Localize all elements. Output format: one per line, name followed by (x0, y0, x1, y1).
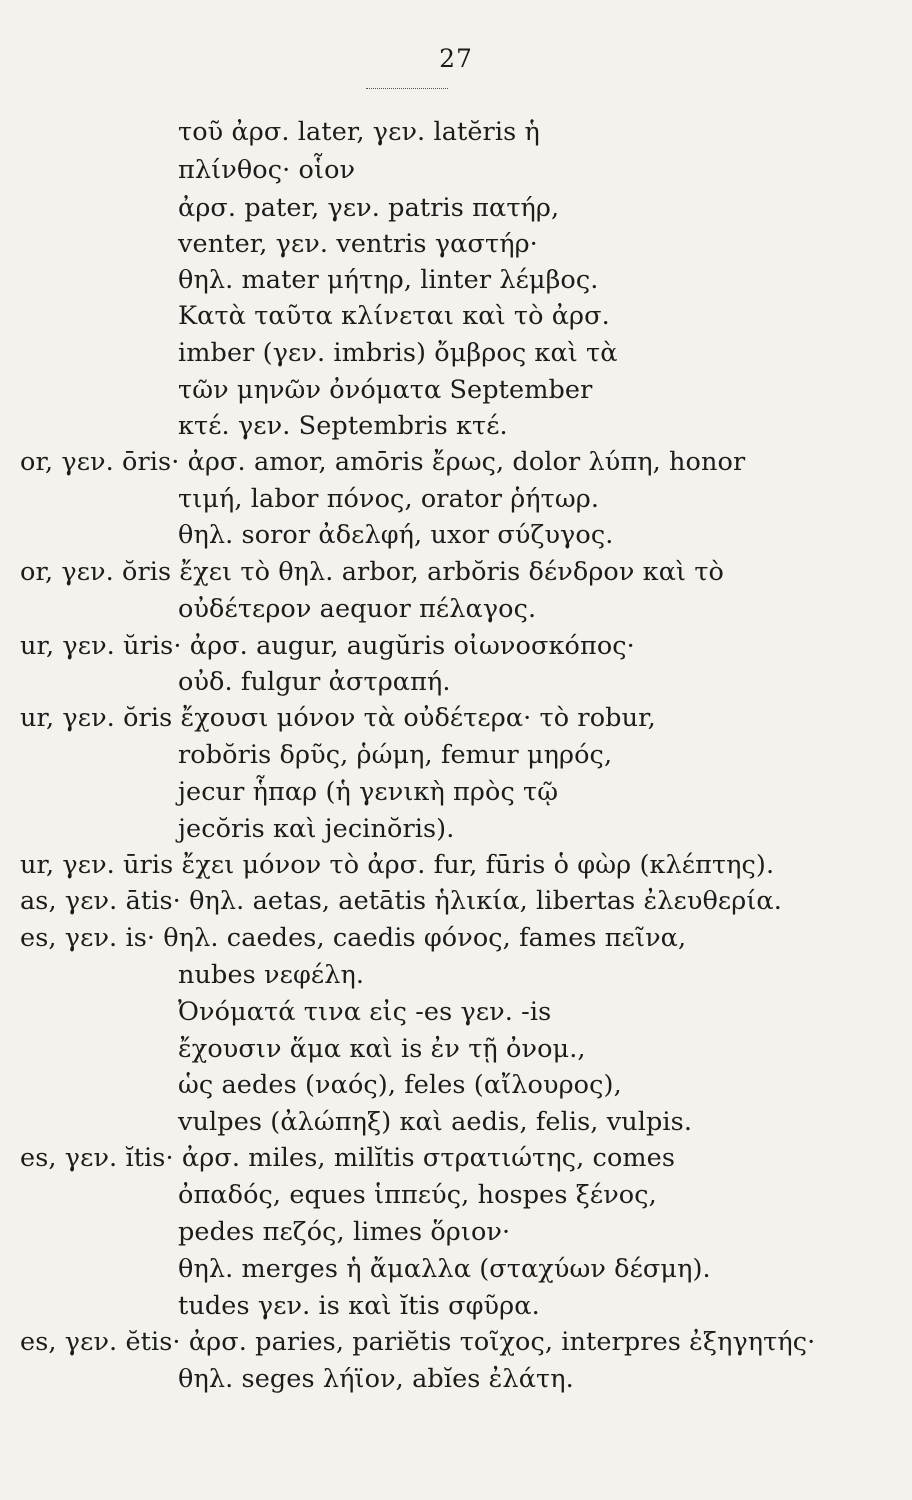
text-line: οὐδ. fulgur ἀστραπή. (178, 667, 451, 697)
text-line: ur, γεν. ūris ἔχει μόνον τὸ ἀρσ. fur, fūris ὁ φὼρ (κλέπτης). (20, 850, 775, 880)
text-line: ἔχουσιν ἅμα καὶ is ἐν τῇ ὀνομ., (178, 1034, 586, 1064)
text-line: θηλ. merges ἡ ἄμαλλα (σταχύων δέσμη). (178, 1254, 711, 1284)
text-line: θηλ. mater μήτηρ, linter λέμβος. (178, 265, 599, 295)
text-line: pedes πεζός, limes ὅριον· (178, 1217, 511, 1247)
text-line: θηλ. soror ἀδελφή, uxor σύζυγος. (178, 520, 614, 550)
text-line: Κατὰ ταῦτα κλίνεται καὶ τὸ ἀρσ. (178, 301, 610, 331)
text-line: jecur ἧπαρ (ἡ γενικὴ πρὸς τῷ (178, 777, 559, 807)
text-line: ur, γεν. ŭris· ἀρσ. augur, augŭris οἰωνοσκόπος· (20, 631, 635, 661)
text-line: θηλ. seges λήϊον, abĭes ἐλάτη. (178, 1364, 574, 1394)
text-line: οὐδέτερον aequor πέλαγος. (178, 594, 537, 624)
text-line: as, γεν. ātis· θηλ. aetas, aetātis ἡλικία, libertas ἐλευθερία. (20, 886, 782, 916)
text-line: es, γεν. ĭtis· ἀρσ. miles, milĭtis στρατιώτης, comes (20, 1143, 676, 1173)
text-line: πλίνθος· οἷον (178, 155, 356, 185)
text-line: or, γεν. ŏris ἔχει τὸ θηλ. arbor, arbŏris δένδρον καὶ τὸ (20, 557, 724, 587)
text-line: venter, γεν. ventris γαστήρ· (178, 229, 538, 259)
text-line: ὡς aedes (ναός), feles (αἴλουρος), (178, 1070, 622, 1100)
text-line: tudes γεν. is καὶ ĭtis σφῦρα. (178, 1291, 540, 1321)
text-line: τοῦ ἀρσ. later, γεν. latĕris ἡ (178, 117, 540, 147)
text-line: ur, γεν. ŏris ἔχουσι μόνον τὰ οὐδέτερα· τὸ robur, (20, 703, 656, 733)
text-line: τῶν μηνῶν ὀνόματα September (178, 375, 593, 405)
header-rule (366, 88, 448, 89)
text-line: imber (γεν. imbris) ὄμβρος καὶ τὰ (178, 338, 618, 368)
text-line: Ὀνόματά τινα εἰς -es γεν. -is (178, 997, 552, 1027)
text-line: ὀπαδός, eques ἱππεύς, hospes ξένος, (178, 1180, 657, 1210)
text-line: ἀρσ. pater, γεν. patris πατήρ, (178, 193, 560, 223)
text-line: es, γεν. ĕtis· ἀρσ. paries, pariĕtis τοῖχος, interpres ἐξηγητής· (20, 1327, 816, 1357)
page-number: 27 (439, 44, 473, 73)
text-line: or, γεν. ōris· ἀρσ. amor, amōris ἔρως, dolor λύπη, honor (20, 447, 746, 477)
text-line: vulpes (ἀλώπηξ) καὶ aedis, felis, vulpis. (178, 1107, 693, 1137)
text-line: es, γεν. is· θηλ. caedes, caedis φόνος, fames πεῖνα, (20, 923, 687, 953)
text-line: robŏris δρῦς, ῥώμη, femur μηρός, (178, 740, 613, 770)
text-line: κτέ. γεν. Septembris κτέ. (178, 411, 508, 441)
text-line: jecŏris καὶ jecinŏris). (178, 814, 455, 844)
text-line: nubes νεφέλη. (178, 960, 365, 990)
text-line: τιμή, labor πόνος, orator ῥήτωρ. (178, 484, 600, 514)
